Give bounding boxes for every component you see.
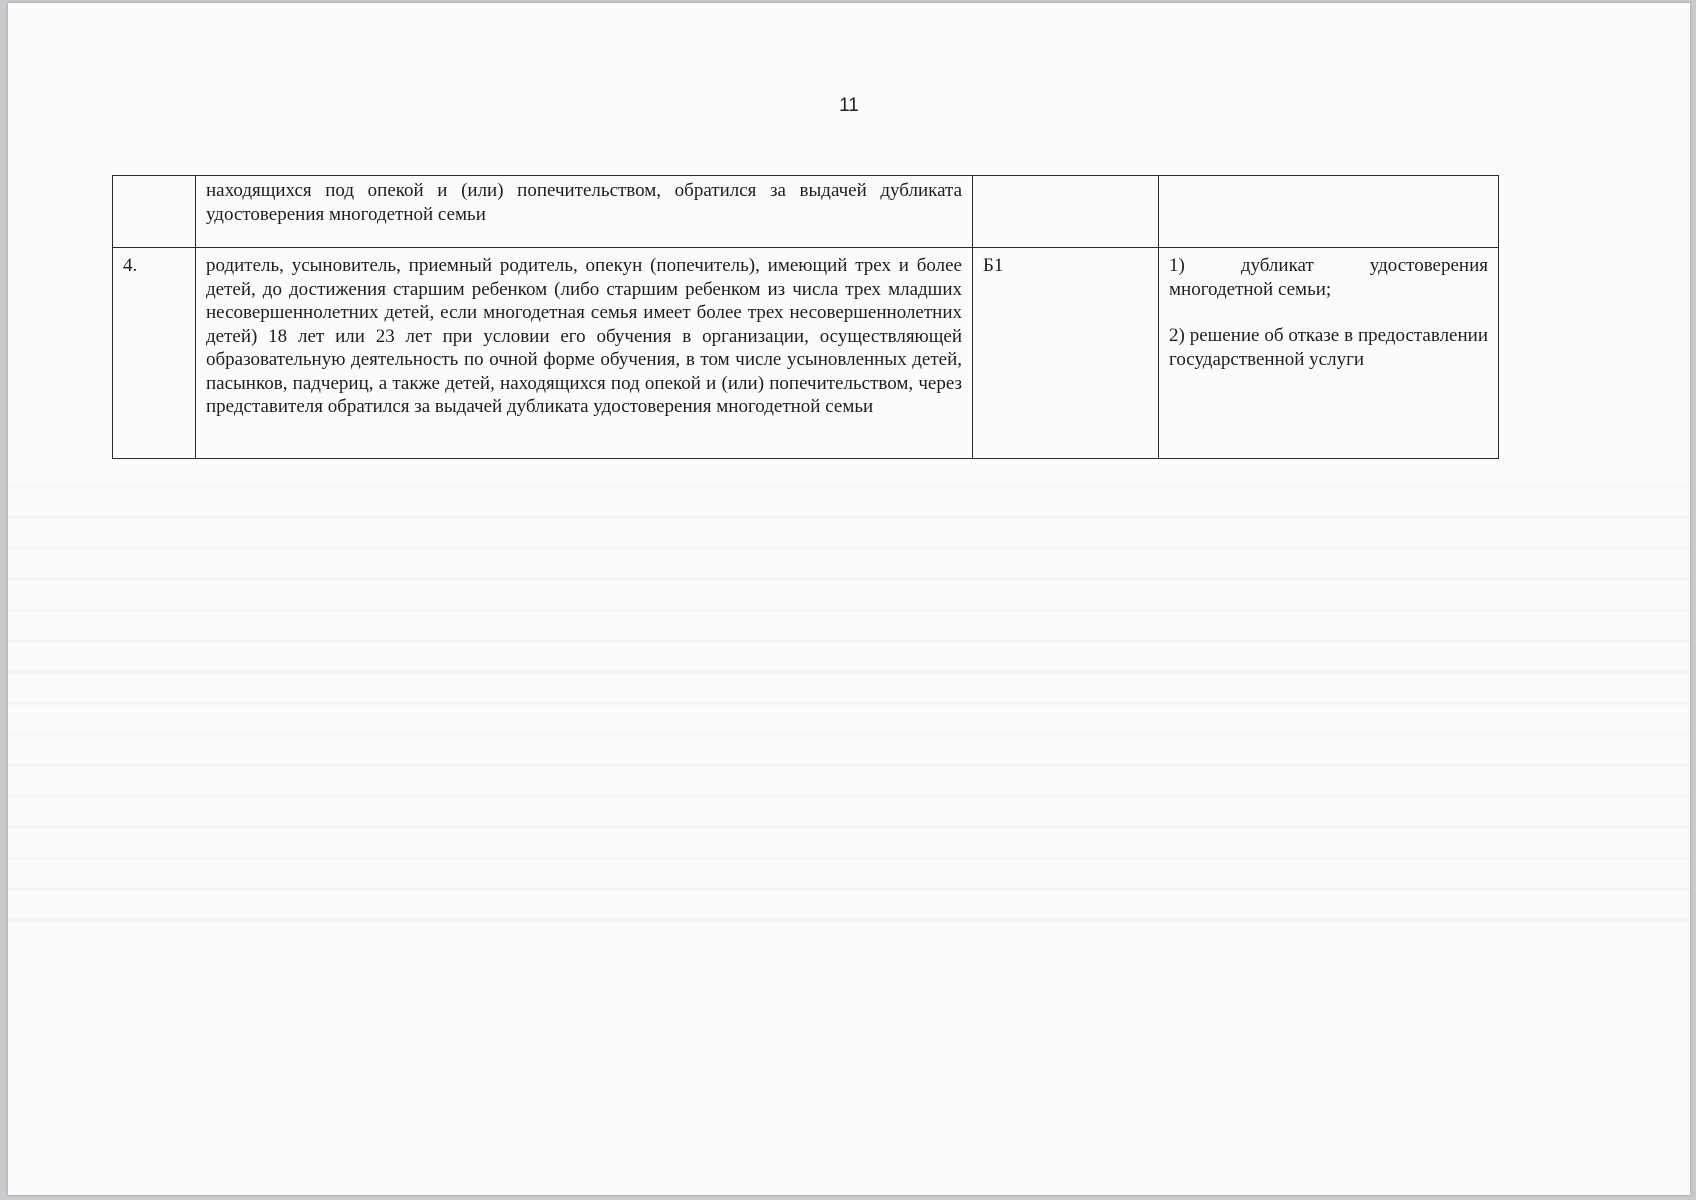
table-row [113,248,1499,459]
result-item: 1) дубликат удостоверения многодетной семьи; [1169,255,1488,300]
scan-background-artifacts [8,458,1690,938]
row-description-cell: находящихся под опекой и (или) попечительством, обратился за выдачей дубликата удостоверения многодетной семьи [196,176,973,248]
row-results-cell [1159,248,1499,459]
page-number: 11 [839,95,859,116]
result-item: 2) решение об отказе в предоставлении государственной услуги [1169,325,1488,370]
row-number-cell [113,176,196,248]
table-row [113,176,1499,248]
services-table [112,175,1499,459]
row-results-cell [1159,176,1499,248]
row-number-cell: 4. [113,248,196,459]
row-code-cell: Б1 [973,248,1159,459]
row-description-cell: родитель, усыновитель, приемный родитель, опекун (попечитель), имеющий трех и более детей, до достижения старшим ребенком (либо старшим ребенком из числа трех младших несовершеннолетних детей, если многодетная семья имеет более трех несовершеннолетних детей) 18 лет или 23 лет при условии его обучения в организации, осуществляющей образовательную деятельность по очной форме обучения, в том числе усыновленных детей, пасынков, падчериц, а также детей, находящихся под опекой и (или) попечительством, через представителя обратился за выдачей дубликата удостоверения многодетной семьи [196,248,973,459]
row-code-cell [973,176,1159,248]
